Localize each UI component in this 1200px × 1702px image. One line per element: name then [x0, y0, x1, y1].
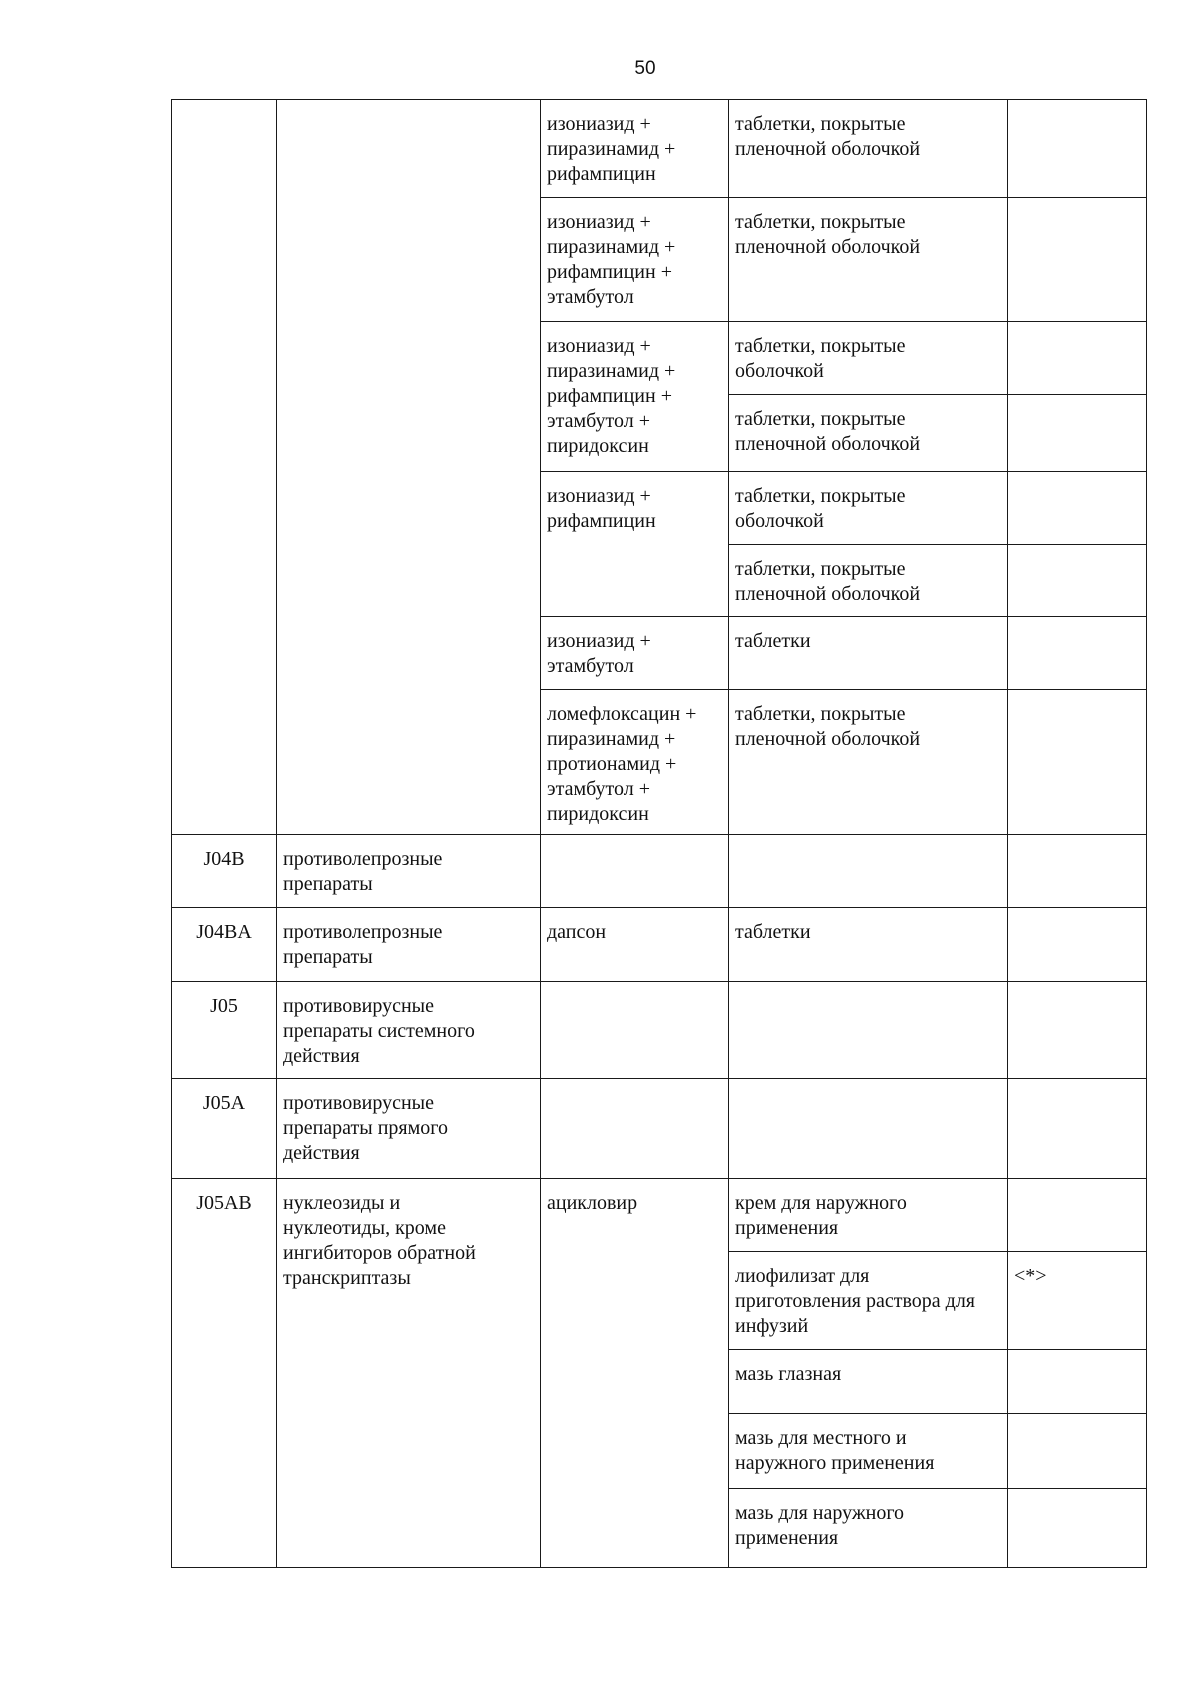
atc-code-cell: J04B [171, 834, 277, 908]
drug-cell: дапсон [540, 907, 729, 982]
note-cell [1007, 1349, 1147, 1414]
form-cell: таблетки, покрытые оболочкой [728, 321, 1008, 395]
atc-code-cell: J05A [171, 1078, 277, 1179]
group-cell [276, 99, 541, 835]
form-cell: мазь для местного и наружного применения [728, 1413, 1008, 1489]
drug-cell [540, 834, 729, 908]
form-cell: мазь глазная [728, 1349, 1008, 1414]
note-cell: <*> [1007, 1251, 1147, 1350]
drug-cell: изониазид + пиразинамид + рифампицин + этамбутол [540, 197, 729, 322]
form-cell: таблетки, покрытые пленочной оболочкой [728, 689, 1008, 835]
form-cell: таблетки [728, 616, 1008, 690]
note-cell [1007, 689, 1147, 835]
note-cell [1007, 1178, 1147, 1252]
form-cell: таблетки, покрытые пленочной оболочкой [728, 99, 1008, 198]
note-cell [1007, 394, 1147, 472]
group-cell: противолепрозные препараты [276, 907, 541, 982]
form-cell [728, 834, 1008, 908]
atc-code-cell: J05 [171, 981, 277, 1079]
drug-cell [540, 1078, 729, 1179]
form-cell [728, 1078, 1008, 1179]
page-number: 50 [634, 58, 656, 79]
form-cell: крем для наружного применения [728, 1178, 1008, 1252]
drug-cell: изониазид + пиразинамид + рифампицин [540, 99, 729, 198]
note-cell [1007, 616, 1147, 690]
form-cell: таблетки, покрытые пленочной оболочкой [728, 197, 1008, 322]
drug-cell [540, 981, 729, 1079]
group-cell: противовирусные препараты прямого действия [276, 1078, 541, 1179]
form-cell: мазь для наружного применения [728, 1488, 1008, 1568]
code-cell [171, 99, 277, 835]
form-cell: таблетки [728, 907, 1008, 982]
group-cell: противовирусные препараты системного действия [276, 981, 541, 1079]
form-cell [728, 981, 1008, 1079]
note-cell [1007, 907, 1147, 982]
note-cell [1007, 544, 1147, 617]
note-cell [1007, 834, 1147, 908]
form-cell: таблетки, покрытые пленочной оболочкой [728, 394, 1008, 472]
atc-code-cell: J04BA [171, 907, 277, 982]
form-cell: таблетки, покрытые оболочкой [728, 471, 1008, 545]
drug-cell: ломефлоксацин + пиразинамид + протионамид + этамбутол + пиридоксин [540, 689, 729, 835]
note-cell [1007, 197, 1147, 322]
drug-cell: ацикловир [540, 1178, 729, 1568]
note-cell [1007, 321, 1147, 395]
drug-cell: изониазид + пиразинамид + рифампицин + этамбутол + пиридоксин [540, 321, 729, 472]
drug-cell: изониазид + этамбутол [540, 616, 729, 690]
note-cell [1007, 1488, 1147, 1568]
note-cell [1007, 1078, 1147, 1179]
group-cell: противолепрозные препараты [276, 834, 541, 908]
drug-cell: изониазид + рифампицин [540, 471, 729, 617]
form-cell: таблетки, покрытые пленочной оболочкой [728, 544, 1008, 617]
note-cell [1007, 1413, 1147, 1489]
form-cell: лиофилизат для приготовления раствора для инфузий [728, 1251, 1008, 1350]
atc-code-cell: J05AB [171, 1178, 277, 1568]
group-cell: нуклеозиды и нуклеотиды, кроме ингибиторов обратной транскриптазы [276, 1178, 541, 1568]
note-cell [1007, 471, 1147, 545]
note-cell [1007, 981, 1147, 1079]
note-cell [1007, 99, 1147, 198]
